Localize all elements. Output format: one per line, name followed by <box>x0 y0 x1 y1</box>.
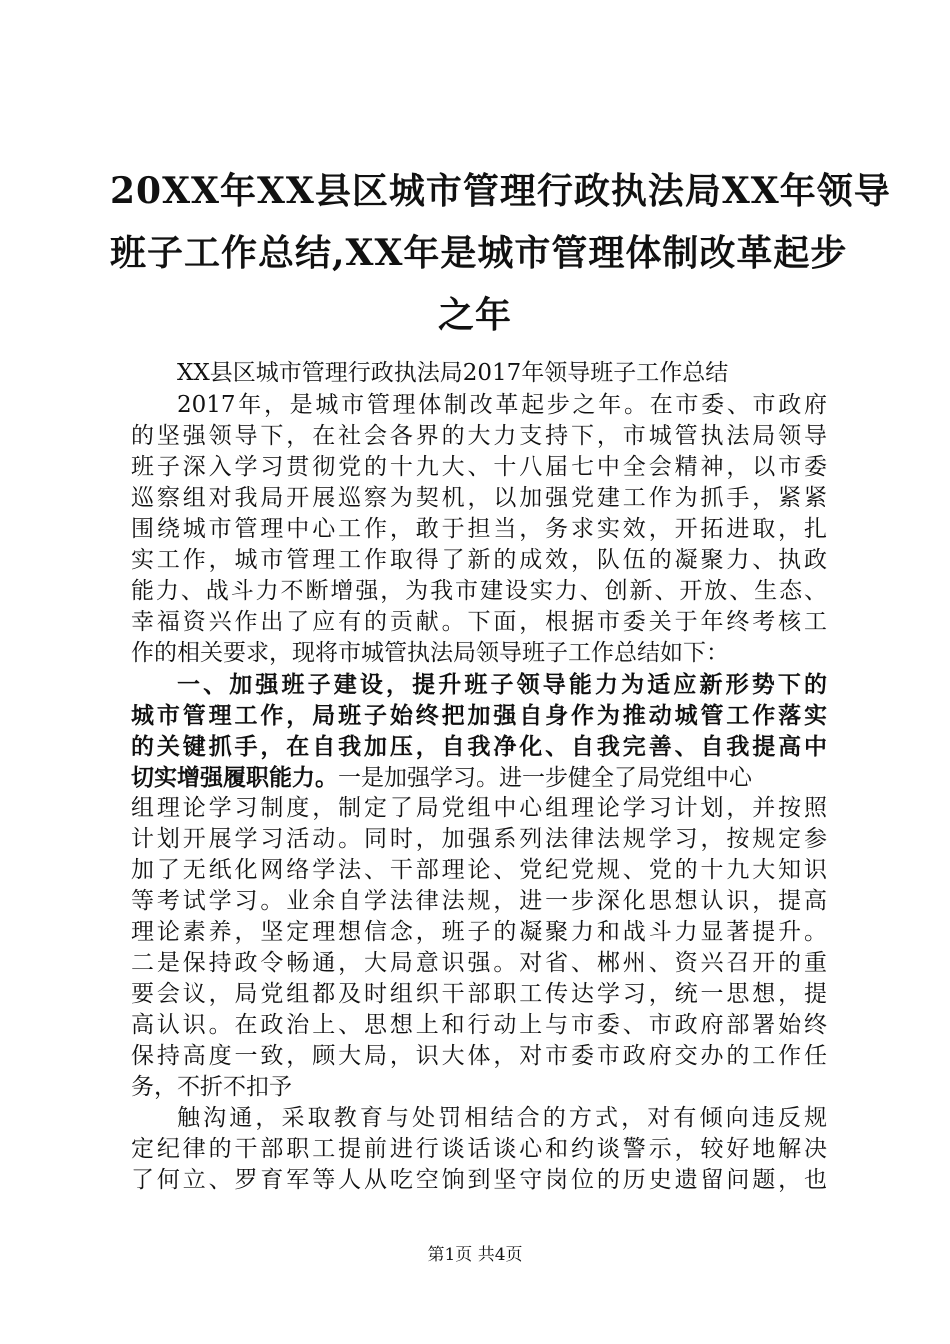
body-line: 作的相关要求，现将市城管执法局领导班子工作总结如下： <box>131 640 729 666</box>
body-line: 加了无纸化网络学法、干部理论、党纪党规、党的十九大知识 <box>131 857 827 883</box>
page-number-footer: 第1页 共4页 <box>427 1245 523 1265</box>
body-line: 理论素养，坚定理想信念，班子的凝聚力和战斗力显著提升。 <box>131 919 827 945</box>
body-line: 能力、战斗力不断增强，为我市建设实力、创新、开放、生态、 <box>131 578 827 604</box>
body-text-segment: 一是加强学习。进一步健全了局党组中心 <box>338 765 752 791</box>
body-line: 的坚强领导下，在社会各界的大力支持下，市城管执法局领导 <box>131 423 827 449</box>
body-line-mixed <box>131 762 827 794</box>
body-line: 2017年，是城市管理体制改革起步之年。在市委、市政府 <box>177 392 827 418</box>
title-line: 之年 <box>437 294 512 336</box>
body-line: 组理论学习制度，制定了局党组中心组理论学习计划，并按照 <box>131 795 827 821</box>
body-line: 触沟通，采取教育与处罚相结合的方式，对有倾向违反规 <box>177 1105 827 1131</box>
body-line: 要会议，局党组都及时组织干部职工传达学习，统一思想，提 <box>131 981 827 1007</box>
body-line: 计划开展学习活动。同时，加强系列法律法规学习，按规定参 <box>131 826 827 852</box>
title-line: 20XX年XX县区城市管理行政执法局XX年领导 <box>110 170 891 212</box>
body-line: 定纪律的干部职工提前进行谈话谈心和约谈警示，较好地解决 <box>131 1136 827 1162</box>
body-line: 班子深入学习贯彻党的十九大、十八届七中全会精神，以市委 <box>131 454 827 480</box>
title-line: 班子工作总结,XX年是城市管理体制改革起步 <box>110 232 848 274</box>
body-line: 围绕城市管理中心工作，敢于担当，务求实效，开拓进取，扎 <box>131 516 827 542</box>
section-heading-line: 一、加强班子建设，提升班子领导能力为适应新形势下的 <box>177 671 827 698</box>
body-line: 等考试学习。业余自学法律法规，进一步深化思想认识，提高 <box>131 888 827 914</box>
body-line: 幸福资兴作出了应有的贡献。下面，根据市委关于年终考核工 <box>131 609 827 635</box>
body-line: 巡察组对我局开展巡察为契机，以加强党建工作为抓手，紧紧 <box>131 485 827 511</box>
body-line: 二是保持政令畅通，大局意识强。对省、郴州、资兴召开的重 <box>131 950 827 976</box>
body-line: 务，不折不扣予 <box>131 1074 292 1100</box>
body-line: 高认识。在政治上、思想上和行动上与市委、市政府部署始终 <box>131 1012 827 1038</box>
section-heading-line: 的关键抓手，在自我加压，自我净化、自我完善、自我提高中 <box>131 733 827 760</box>
document-title <box>110 160 891 346</box>
section-heading-line: 城市管理工作，局班子始终把加强自身作为推动城管工作落实 <box>131 702 827 729</box>
section-heading-tail: 切实增强履职能力。 <box>131 764 338 791</box>
body-line: 保持高度一致，顾大局，识大体，对市委市政府交办的工作任 <box>131 1043 827 1069</box>
body-line: 了何立、罗育军等人从吃空饷到坚守岗位的历史遗留问题，也 <box>131 1167 827 1193</box>
body-line: 实工作，城市管理工作取得了新的成效，队伍的凝聚力、执政 <box>131 547 827 573</box>
body-line-subtitle: XX县区城市管理行政执法局2017年领导班子工作总结 <box>177 360 729 386</box>
